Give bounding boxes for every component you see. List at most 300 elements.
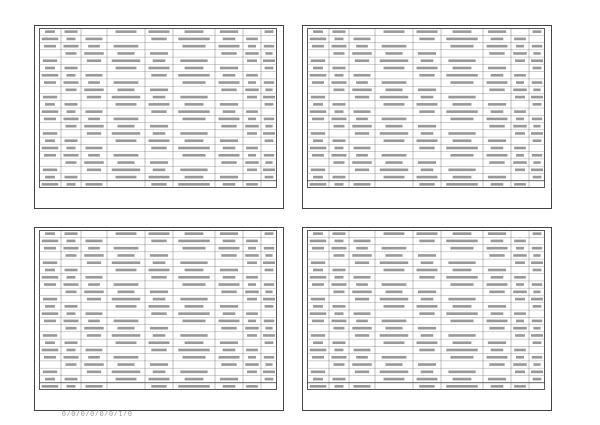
cell-text-mark xyxy=(180,371,207,374)
cell-text-mark xyxy=(533,67,542,70)
cell-text-mark xyxy=(382,283,407,286)
cell-text-mark xyxy=(220,176,238,179)
cell-text-mark xyxy=(310,110,327,113)
cell-text-mark xyxy=(334,161,345,164)
cell-text-mark xyxy=(149,305,170,308)
cell-text-mark xyxy=(421,334,434,337)
cell-text-mark xyxy=(488,67,506,70)
cell-text-mark xyxy=(223,349,236,352)
cell-text-mark xyxy=(45,67,55,70)
cell-text-mark xyxy=(151,385,166,388)
cell-text-mark xyxy=(263,132,275,135)
cell-text-mark xyxy=(419,240,434,243)
cell-text-mark xyxy=(220,305,238,308)
cell-text-mark xyxy=(64,45,79,48)
cell-text-mark xyxy=(355,169,369,172)
cell-text-mark xyxy=(263,59,275,62)
cell-text-mark xyxy=(67,183,76,186)
cell-text-mark xyxy=(453,176,472,179)
cell-text-mark xyxy=(489,89,504,92)
cell-text-mark xyxy=(221,327,236,330)
cell-text-mark xyxy=(185,103,204,106)
cell-text-mark xyxy=(533,139,542,142)
cell-text-mark xyxy=(311,334,325,337)
cell-text-mark xyxy=(114,356,139,359)
cell-text-mark xyxy=(446,38,478,41)
cell-text-mark xyxy=(182,81,205,84)
cell-text-mark xyxy=(247,169,257,172)
cell-text-mark xyxy=(531,298,543,301)
cell-text-mark xyxy=(312,283,324,286)
cell-text-mark xyxy=(488,305,506,308)
cell-text-mark xyxy=(220,378,238,381)
cell-text-mark xyxy=(223,183,236,186)
cell-text-mark xyxy=(514,110,526,113)
cell-text-mark xyxy=(182,154,205,157)
cell-text-mark xyxy=(150,125,168,128)
cell-text-mark xyxy=(86,74,103,77)
cell-text-mark xyxy=(382,247,407,250)
cell-text-mark xyxy=(116,139,137,142)
cell-text-mark xyxy=(264,118,274,121)
cell-text-mark xyxy=(112,132,141,135)
cell-text-mark xyxy=(65,232,78,235)
cell-text-mark xyxy=(247,59,257,62)
cell-text-mark xyxy=(67,385,76,388)
cell-text-mark xyxy=(247,132,257,135)
cell-text-mark xyxy=(45,341,55,344)
cell-text-mark xyxy=(446,240,478,243)
cell-text-mark xyxy=(265,232,274,235)
cell-text-mark xyxy=(384,67,405,70)
cell-text-mark xyxy=(150,89,168,92)
cell-text-mark xyxy=(418,363,436,366)
cell-text-mark xyxy=(356,118,368,121)
cell-text-mark xyxy=(180,334,207,337)
cell-text-mark xyxy=(356,81,368,84)
cell-text-mark xyxy=(178,312,210,315)
cell-text-mark xyxy=(88,283,100,286)
cell-text-mark xyxy=(446,312,478,315)
cell-text-mark xyxy=(245,125,259,128)
cell-text-mark xyxy=(84,363,104,366)
cell-text-mark xyxy=(532,118,542,121)
cell-text-mark xyxy=(356,283,368,286)
cell-text-mark xyxy=(263,96,275,99)
cell-text-mark xyxy=(150,52,168,55)
cell-text-mark xyxy=(514,147,526,150)
cell-text-mark xyxy=(310,147,327,150)
cell-text-mark xyxy=(532,154,542,157)
cell-text-mark xyxy=(450,283,473,286)
cell-text-mark xyxy=(516,154,524,157)
cell-text-mark xyxy=(247,261,257,264)
cell-text-mark xyxy=(151,110,166,113)
cell-text-mark xyxy=(531,132,543,135)
cell-text-mark xyxy=(333,232,346,235)
cell-text-mark xyxy=(151,74,166,77)
cell-text-mark xyxy=(112,96,141,99)
cell-text-mark xyxy=(45,103,55,106)
cell-text-mark xyxy=(513,254,527,257)
cell-text-mark xyxy=(335,276,344,279)
cell-text-mark xyxy=(313,139,323,142)
cell-text-mark xyxy=(114,118,139,121)
cell-text-mark xyxy=(88,247,100,250)
cell-text-mark xyxy=(421,169,434,172)
cell-text-mark xyxy=(114,320,139,323)
cell-text-mark xyxy=(45,378,55,381)
cell-text-mark xyxy=(43,169,57,172)
cell-text-mark xyxy=(516,247,524,250)
cell-text-mark xyxy=(64,283,79,286)
cell-text-mark xyxy=(354,349,371,352)
cell-text-mark xyxy=(221,125,236,128)
cell-text-mark xyxy=(354,312,371,315)
cell-text-mark xyxy=(178,240,210,243)
cell-text-mark xyxy=(153,334,166,337)
cell-text-mark xyxy=(513,89,527,92)
cell-text-mark xyxy=(67,312,76,315)
cell-text-mark xyxy=(116,378,137,381)
cell-text-mark xyxy=(489,161,504,164)
cell-text-mark xyxy=(488,139,506,142)
cell-text-mark xyxy=(219,81,240,84)
cell-text-mark xyxy=(356,45,368,48)
cell-text-mark xyxy=(151,147,166,150)
cell-text-mark xyxy=(421,132,434,135)
cell-text-mark xyxy=(116,305,137,308)
cell-text-mark xyxy=(335,240,344,243)
cell-text-mark xyxy=(533,176,542,179)
cell-text-mark xyxy=(248,283,256,286)
cell-text-mark xyxy=(86,312,103,315)
cell-text-mark xyxy=(421,261,434,264)
cell-text-mark xyxy=(384,139,405,142)
cell-text-mark xyxy=(488,378,506,381)
cell-text-mark xyxy=(515,59,525,62)
cell-text-mark xyxy=(151,183,166,186)
cell-text-mark xyxy=(185,378,204,381)
cell-text-mark xyxy=(354,240,371,243)
cell-text-mark xyxy=(417,269,438,272)
cell-text-mark xyxy=(88,356,100,359)
cell-text-mark xyxy=(382,320,407,323)
cell-text-mark xyxy=(42,183,59,186)
cell-text-mark xyxy=(384,378,405,381)
cell-text-mark xyxy=(43,298,57,301)
cell-text-mark xyxy=(246,240,258,243)
cell-text-mark xyxy=(382,45,407,48)
cell-text-mark xyxy=(487,356,508,359)
cell-text-mark xyxy=(355,132,369,135)
cell-text-mark xyxy=(87,169,101,172)
cell-text-mark xyxy=(246,110,258,113)
cell-text-mark xyxy=(223,147,236,150)
cell-text-mark xyxy=(514,385,526,388)
cell-text-mark xyxy=(335,183,344,186)
cell-text-mark xyxy=(513,363,527,366)
cell-text-mark xyxy=(533,327,540,330)
cell-text-mark xyxy=(223,276,236,279)
cell-text-mark xyxy=(448,96,475,99)
cell-text-mark xyxy=(87,96,101,99)
cell-text-mark xyxy=(419,147,434,150)
cell-text-mark xyxy=(247,298,257,301)
cell-text-mark xyxy=(380,169,409,172)
cell-text-mark xyxy=(246,312,258,315)
cell-text-mark xyxy=(223,312,236,315)
cell-text-mark xyxy=(219,283,240,286)
cell-text-mark xyxy=(247,96,257,99)
cell-text-mark xyxy=(446,349,478,352)
cell-text-mark xyxy=(84,125,104,128)
cell-text-mark xyxy=(334,125,345,128)
cell-text-mark xyxy=(532,283,542,286)
cell-text-mark xyxy=(44,320,56,323)
cell-text-mark xyxy=(178,38,210,41)
cell-text-mark xyxy=(264,356,274,359)
cell-text-mark xyxy=(149,378,170,381)
cell-text-mark xyxy=(265,30,274,33)
cell-text-mark xyxy=(450,118,473,121)
cell-text-mark xyxy=(515,298,525,301)
cell-text-mark xyxy=(65,139,78,142)
form-panel-3 xyxy=(302,25,552,209)
cell-text-mark xyxy=(417,103,438,106)
cell-text-mark xyxy=(513,291,527,294)
record-table-grid xyxy=(307,230,545,390)
cell-text-mark xyxy=(42,110,59,113)
cell-text-mark xyxy=(221,254,236,257)
cell-text-mark xyxy=(489,125,504,128)
cell-text-mark xyxy=(335,147,344,150)
cell-text-mark xyxy=(312,320,324,323)
cell-text-mark xyxy=(417,232,438,235)
cell-text-mark xyxy=(384,341,405,344)
cell-text-mark xyxy=(264,81,274,84)
cell-text-mark xyxy=(352,89,372,92)
cell-text-mark xyxy=(533,161,540,164)
cell-text-mark xyxy=(334,291,345,294)
cell-text-mark xyxy=(333,269,346,272)
cell-text-mark xyxy=(180,261,207,264)
cell-text-mark xyxy=(514,349,526,352)
cell-text-mark xyxy=(515,261,525,264)
cell-text-mark xyxy=(334,327,345,330)
cell-text-mark xyxy=(264,247,274,250)
cell-text-mark xyxy=(487,320,508,323)
cell-text-mark xyxy=(515,96,525,99)
cell-text-mark xyxy=(450,154,473,157)
cell-text-mark xyxy=(356,247,368,250)
cell-text-mark xyxy=(66,363,77,366)
cell-text-mark xyxy=(310,240,327,243)
cell-text-mark xyxy=(417,30,438,33)
cell-text-mark xyxy=(384,103,405,106)
cell-text-mark xyxy=(264,283,274,286)
cell-text-mark xyxy=(488,269,506,272)
cell-text-mark xyxy=(65,176,78,179)
cell-text-mark xyxy=(333,378,346,381)
cell-text-mark xyxy=(265,67,274,70)
cell-text-mark xyxy=(182,356,205,359)
cell-text-mark xyxy=(245,363,259,366)
cell-text-mark xyxy=(384,232,405,235)
cell-text-mark xyxy=(265,139,274,142)
cell-text-mark xyxy=(418,327,436,330)
cell-text-mark xyxy=(66,89,77,92)
cell-text-mark xyxy=(532,45,542,48)
cell-text-mark xyxy=(247,334,257,337)
cell-text-mark xyxy=(182,45,205,48)
cell-text-mark xyxy=(178,110,210,113)
cell-text-mark xyxy=(332,283,347,286)
cell-text-mark xyxy=(182,283,205,286)
cell-text-mark xyxy=(514,183,526,186)
cell-text-mark xyxy=(533,52,540,55)
cell-text-mark xyxy=(514,74,526,77)
cell-text-mark xyxy=(356,356,368,359)
cell-text-mark xyxy=(112,334,141,337)
cell-text-mark xyxy=(354,385,371,388)
cell-text-mark xyxy=(514,312,526,315)
cell-text-mark xyxy=(116,176,137,179)
cell-text-mark xyxy=(335,349,344,352)
cell-text-mark xyxy=(487,45,508,48)
cell-text-mark xyxy=(67,74,76,77)
cell-text-mark xyxy=(453,378,472,381)
cell-text-mark xyxy=(310,349,327,352)
cell-text-mark xyxy=(332,118,347,121)
cell-text-mark xyxy=(265,291,272,294)
cell-text-mark xyxy=(313,67,323,70)
cell-text-mark xyxy=(45,305,55,308)
cell-text-mark xyxy=(352,52,372,55)
cell-text-mark xyxy=(265,269,274,272)
cell-text-mark xyxy=(533,125,540,128)
cell-text-mark xyxy=(488,341,506,344)
cell-text-mark xyxy=(88,81,100,84)
cell-text-mark xyxy=(448,298,475,301)
cell-text-mark xyxy=(265,254,272,257)
cell-text-mark xyxy=(491,183,504,186)
cell-text-mark xyxy=(515,371,525,374)
cell-text-mark xyxy=(44,118,56,121)
cell-text-mark xyxy=(245,327,259,330)
cell-text-mark xyxy=(86,183,103,186)
cell-text-mark xyxy=(112,371,141,374)
cell-text-mark xyxy=(185,30,204,33)
cell-text-mark xyxy=(355,298,369,301)
cell-text-mark xyxy=(86,240,103,243)
cell-text-mark xyxy=(489,327,504,330)
cell-text-mark xyxy=(354,276,371,279)
cell-text-mark xyxy=(332,247,347,250)
cell-text-mark xyxy=(112,169,141,172)
cell-text-mark xyxy=(43,261,57,264)
cell-text-mark xyxy=(86,385,103,388)
cell-text-mark xyxy=(87,371,101,374)
cell-text-mark xyxy=(384,30,405,33)
cell-text-mark xyxy=(491,385,504,388)
cell-text-mark xyxy=(446,385,478,388)
cell-text-mark xyxy=(310,74,327,77)
cell-text-mark xyxy=(42,74,59,77)
cell-text-mark xyxy=(453,232,472,235)
cell-text-mark xyxy=(116,30,137,33)
cell-text-mark xyxy=(514,240,526,243)
cell-text-mark xyxy=(246,74,258,77)
cell-text-mark xyxy=(333,139,346,142)
cell-text-mark xyxy=(64,154,79,157)
cell-text-mark xyxy=(516,283,524,286)
cell-text-mark xyxy=(532,81,542,84)
cell-text-mark xyxy=(66,125,77,128)
cell-text-mark xyxy=(491,110,504,113)
cell-text-mark xyxy=(265,103,274,106)
cell-text-mark xyxy=(149,176,170,179)
cell-text-mark xyxy=(149,67,170,70)
cell-text-mark xyxy=(88,320,100,323)
record-table-grid xyxy=(39,28,277,188)
cell-text-mark xyxy=(380,371,409,374)
cell-text-mark xyxy=(45,232,55,235)
cell-text-mark xyxy=(352,125,372,128)
cell-text-mark xyxy=(114,247,139,250)
cell-text-mark xyxy=(263,298,275,301)
cell-text-mark xyxy=(334,254,345,257)
cell-text-mark xyxy=(533,89,540,92)
cell-text-mark xyxy=(532,356,542,359)
cell-text-mark xyxy=(448,334,475,337)
cell-text-mark xyxy=(67,110,76,113)
cell-text-mark xyxy=(421,59,434,62)
cell-text-mark xyxy=(453,67,472,70)
cell-text-mark xyxy=(453,30,472,33)
cell-text-mark xyxy=(356,320,368,323)
cell-text-mark xyxy=(64,247,79,250)
cell-text-mark xyxy=(532,247,542,250)
cell-text-mark xyxy=(265,161,272,164)
cell-text-mark xyxy=(380,132,409,135)
cell-text-mark xyxy=(248,81,256,84)
cell-text-mark xyxy=(417,341,438,344)
cell-text-mark xyxy=(220,103,238,106)
cell-text-mark xyxy=(453,305,472,308)
cell-text-mark xyxy=(182,247,205,250)
cell-text-mark xyxy=(246,276,258,279)
cell-text-mark xyxy=(417,305,438,308)
cell-text-mark xyxy=(310,38,327,41)
cell-text-mark xyxy=(516,45,524,48)
cell-text-mark xyxy=(491,74,504,77)
cell-text-mark xyxy=(310,276,327,279)
cell-text-mark xyxy=(533,254,540,257)
cell-text-mark xyxy=(355,261,369,264)
cell-text-mark xyxy=(112,261,141,264)
cell-text-mark xyxy=(223,385,236,388)
cell-text-mark xyxy=(335,38,344,41)
cell-text-mark xyxy=(533,378,542,381)
cell-text-mark xyxy=(87,334,101,337)
record-table-grid xyxy=(307,28,545,188)
cell-text-mark xyxy=(384,176,405,179)
cell-text-mark xyxy=(246,385,258,388)
cell-text-mark xyxy=(491,147,504,150)
cell-text-mark xyxy=(44,45,56,48)
cell-text-mark xyxy=(223,110,236,113)
